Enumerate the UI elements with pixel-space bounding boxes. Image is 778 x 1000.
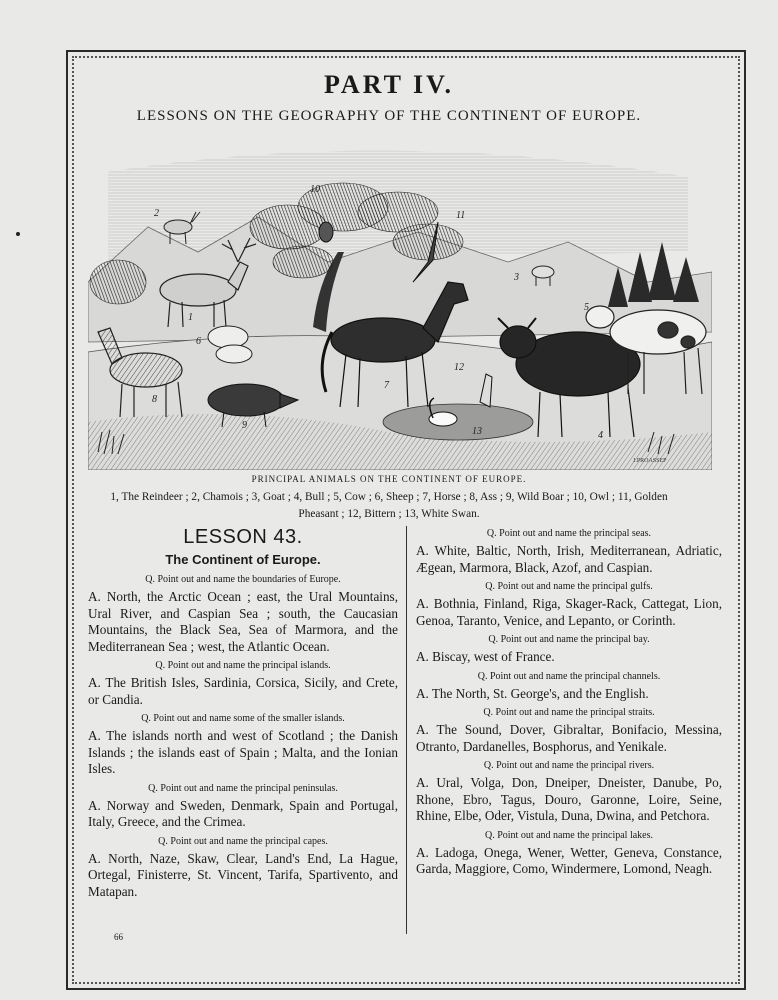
answer: A. The Sound, Dover, Gibraltar, Bonifacio, Messina, Otranto, Dardanelles, Bosphorus, and Yenikale.	[416, 722, 722, 754]
label-7: 7	[384, 380, 389, 391]
page-number: 66	[114, 932, 123, 942]
answer: A. North, the Arctic Ocean ; east, the Ural Mountains, Ural River, and Caspian Sea ; south, the Caucasian Mountains, the Black Sea, Sea of Marmora, and the Mediterranean Sea ; west, the Atlantic Ocean.	[88, 589, 398, 654]
answer: A. Ural, Volga, Don, Dneiper, Dneister, Danube, Po, Rhone, Ebro, Tagus, Douro, Garonne, Loire, Seine, Rhine, Elbe, Oder, Vistula, Duna, Dwina, and Petchora.	[416, 775, 722, 823]
qa-block	[416, 829, 722, 878]
label-3: 3	[514, 272, 519, 283]
left-column	[88, 524, 398, 904]
question: Q. Point out and name the principal peninsulas.	[148, 782, 338, 794]
answer: A. The British Isles, Sardinia, Corsica, Sicily, and Crete, or Candia.	[88, 675, 398, 707]
qa-block	[416, 580, 722, 629]
animals-engraving	[88, 132, 712, 470]
answer: A. White, Baltic, North, Irish, Mediterranean, Adriatic, Ægean, Marmora, Black, Azof, and Caspian.	[416, 543, 722, 575]
answer: A. The North, St. George's, and the English.	[416, 685, 649, 701]
part-subtitle: LESSONS ON THE GEOGRAPHY OF THE CONTINENT OF EUROPE.	[136, 108, 642, 124]
question: Q. Point out and name some of the smaller islands.	[141, 713, 345, 724]
label-10: 10	[310, 184, 320, 195]
illustration-legend: 1, The Reindeer ; 2, Chamois ; 3, Goat ; 4, Bull ; 5, Cow ; 6, Sheep ; 7, Horse ; 8, Ass ; 9, Wild Boar ; 10, Owl ; 11, Golden Pheasant ; 12, Bittern ; 13, White Swan.	[110, 491, 668, 520]
question: Q. Point out and name the principal rivers.	[483, 760, 655, 771]
label-8: 8	[152, 394, 157, 405]
qa-block	[416, 670, 722, 703]
label-12: 12	[454, 362, 464, 373]
label-6: 6	[196, 336, 201, 347]
question: Q. Point out and name the principal gulfs.	[485, 581, 653, 592]
answer: A. North, Naze, Skaw, Clear, Land's End, La Hague, Ortegal, Finisterre, St. Vincent, Tarifa, Spartivento, and Matapan.	[88, 850, 398, 899]
qa-block	[88, 835, 398, 901]
qa-block	[88, 712, 398, 778]
question: Q. Point out and name the boundaries of Europe.	[145, 574, 341, 585]
lesson-subtitle: The Continent of Europe.	[165, 552, 321, 567]
label-11: 11	[456, 210, 466, 221]
label-9: 9	[242, 420, 247, 431]
answer: A. Ladoga, Onega, Wener, Wetter, Geneva, Constance, Garda, Maggiore, Como, Windermere, Lomond, Neagh.	[416, 844, 722, 876]
qa-block	[88, 782, 398, 831]
part-title: PART IV.	[323, 70, 454, 99]
answer: A. Biscay, west of France.	[416, 649, 555, 664]
answer: A. Norway and Sweden, Denmark, Spain and Portugal, Italy, Greece, and the Crimea.	[88, 797, 398, 829]
qa-block	[416, 706, 722, 755]
qa-block	[416, 759, 722, 825]
question: Q. Point out and name the principal lakes.	[484, 829, 654, 841]
label-2: 2	[154, 208, 159, 219]
label-1: 1	[188, 312, 193, 323]
question: Q. Point out and name the principal seas.	[486, 528, 652, 539]
label-4: 4	[598, 430, 603, 441]
qa-block	[88, 573, 398, 655]
label-5: 5	[584, 302, 589, 313]
margin-speck	[16, 232, 20, 236]
answer: A. Bothnia, Finland, Riga, Skager-Rack, Cattegat, Lion, Genoa, Taranto, Venice, and Lepanto, or Corinth.	[416, 596, 722, 628]
question: Q. Point out and name the principal islands.	[155, 660, 331, 671]
label-13: 13	[472, 426, 482, 437]
question: Q. Point out and name the principal straits.	[483, 707, 655, 718]
right-column	[416, 524, 722, 882]
question: Q. Point out and name the principal bay.	[488, 634, 650, 645]
illustration-caption: PRINCIPAL ANIMALS ON THE CONTINENT OF EUROPE.	[251, 474, 527, 484]
engraver-signature: J.PROASSEP	[633, 458, 667, 464]
question: Q. Point out and name the principal capes.	[158, 835, 328, 847]
answer: A. The islands north and west of Scotland ; the Danish Islands ; the islands east of Spain ; Malta, and the Ionian Isles.	[88, 728, 398, 776]
question: Q. Point out and name the principal channels.	[477, 670, 661, 682]
qa-block	[88, 659, 398, 708]
qa-block	[416, 633, 722, 666]
lesson-title: LESSON 43.	[183, 526, 303, 548]
column-divider	[406, 526, 407, 934]
qa-block	[416, 527, 722, 576]
